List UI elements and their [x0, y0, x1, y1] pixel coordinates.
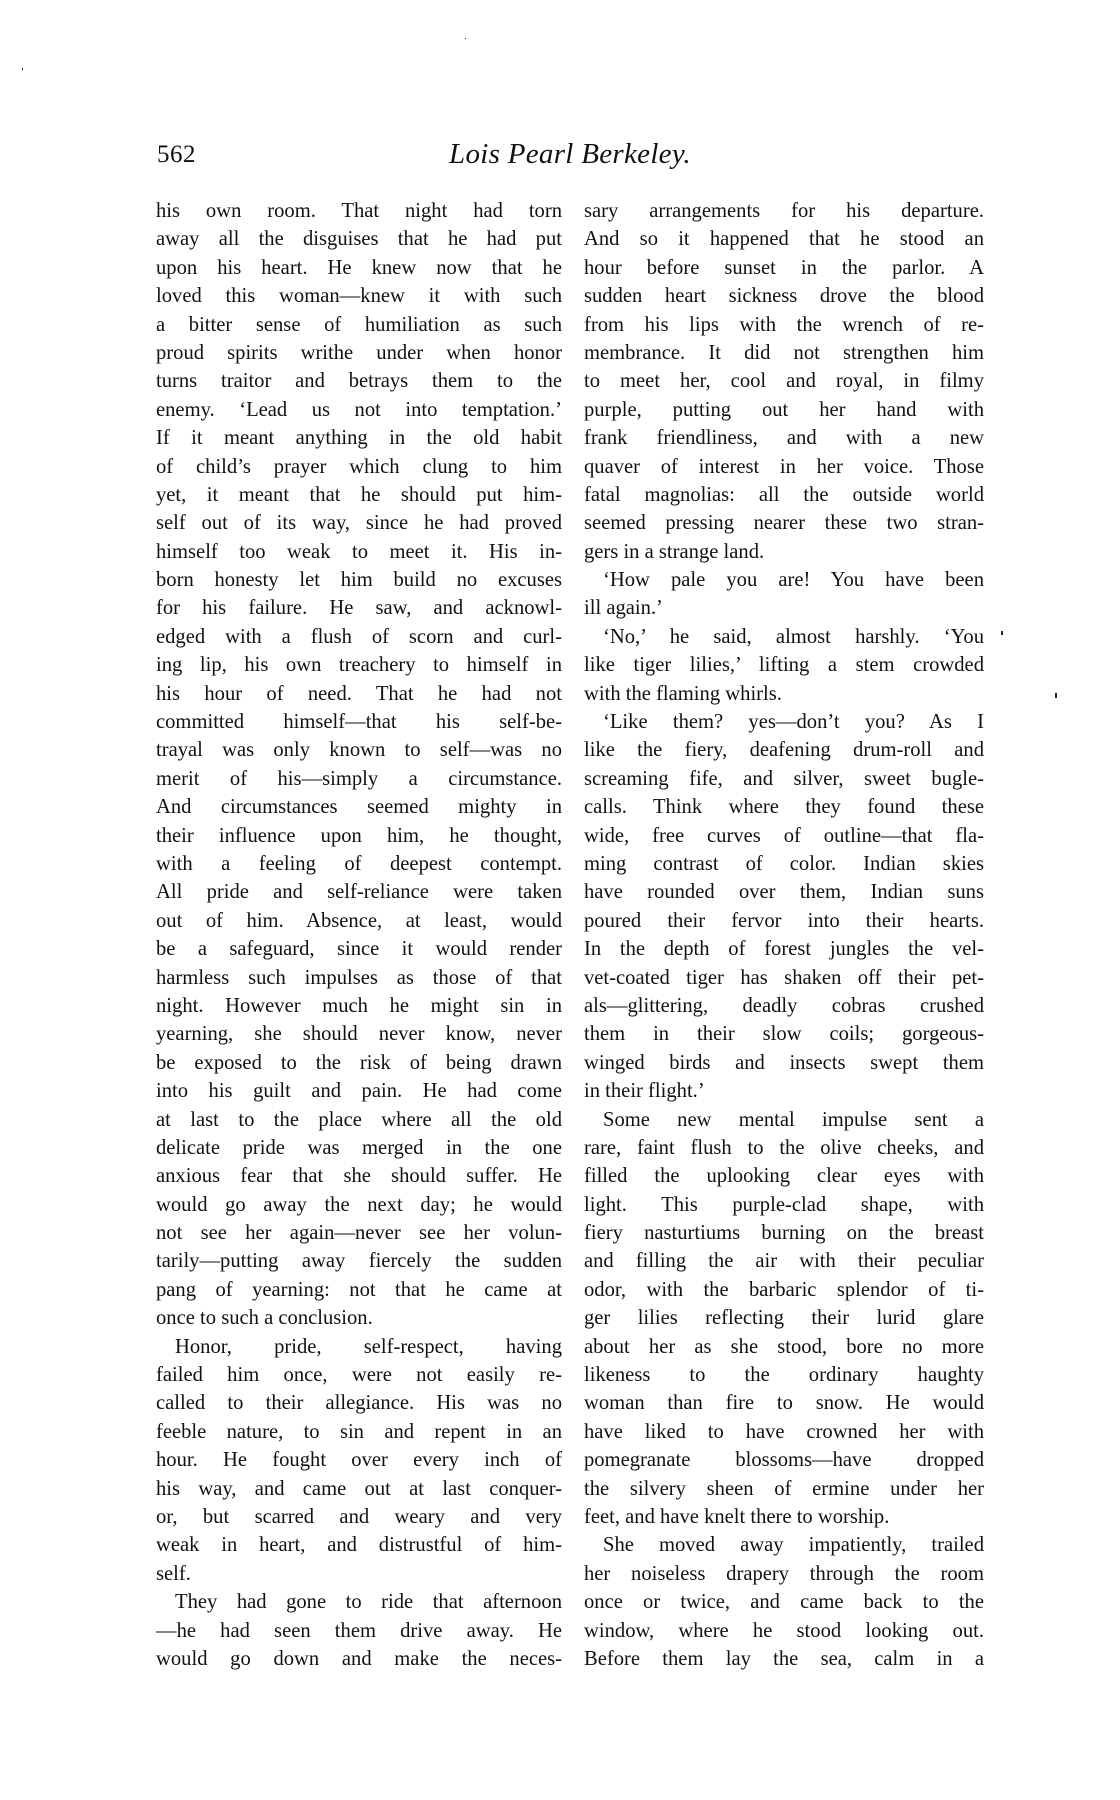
- text-line: have rounded over them, Indian suns: [584, 881, 984, 904]
- text-line: If it meant anything in the old habit: [156, 427, 562, 450]
- text-line: and filling the air with their peculiar: [584, 1250, 984, 1273]
- text-line: merit of his—simply a circumstance.: [156, 767, 562, 790]
- text-line: poured their fervor into their hearts.: [584, 909, 984, 932]
- text-line: frank friendliness, and with a new: [584, 427, 984, 450]
- text-line: called to their allegiance. His was no: [156, 1392, 562, 1415]
- text-line: be exposed to the risk of being drawn: [156, 1051, 562, 1074]
- text-line: the silvery sheen of ermine under her: [584, 1477, 984, 1500]
- text-line: anxious fear that she should suffer. He: [156, 1165, 562, 1188]
- text-line: trayal was only known to self—was no: [156, 739, 562, 762]
- scan-speck: [1001, 631, 1003, 635]
- text-line: ill again.’: [584, 597, 663, 620]
- text-line: filled the uplooking clear eyes with: [584, 1165, 984, 1188]
- text-line: likeness to the ordinary haughty: [584, 1364, 984, 1387]
- text-line: from his lips with the wrench of re-: [584, 313, 984, 336]
- text-line: would go down and make the neces-: [156, 1647, 562, 1670]
- text-line: calls. Think where they found these: [584, 796, 984, 819]
- text-line: have liked to have crowned her with: [584, 1420, 984, 1443]
- text-line: Before them lay the sea, calm in a: [584, 1647, 984, 1670]
- text-line: a bitter sense of humiliation as such: [156, 313, 562, 336]
- text-line: fiery nasturtiums burning on the breast: [584, 1222, 984, 1245]
- text-line: into his guilt and pain. He had come: [156, 1080, 562, 1103]
- text-line: sary arrangements for his departure.: [584, 200, 984, 222]
- text-line: hour before sunset in the parlor. A: [584, 256, 984, 279]
- text-line: out of him. Absence, at least, would: [156, 909, 562, 932]
- text-line: tarily—putting away fiercely the sudden: [156, 1250, 562, 1273]
- text-line: quaver of interest in her voice. Those: [584, 455, 984, 478]
- text-line: night. However much he might sin in: [156, 994, 562, 1017]
- text-line: fatal magnolias: all the outside world: [584, 483, 984, 506]
- text-line: her noiseless drapery through the room: [584, 1562, 984, 1585]
- text-line: feet, and have knelt there to worship.: [584, 1505, 890, 1528]
- text-line: committed himself—that his self-be-: [156, 711, 562, 734]
- text-line: yet, it meant that he should put him-: [156, 483, 562, 506]
- text-line: woman than fire to snow. He would: [584, 1392, 984, 1415]
- text-line: And circumstances seemed mighty in: [156, 796, 562, 819]
- text-line: loved this woman—knew it with such: [156, 285, 562, 308]
- running-title: Lois Pearl Berkeley.: [449, 138, 691, 170]
- text-line: She moved away impatiently, trailed: [603, 1534, 984, 1557]
- text-line: his hour of need. That he had not: [156, 682, 562, 705]
- text-line: himself too weak to meet it. His in-: [156, 540, 562, 563]
- text-line: And so it happened that he stood an: [584, 228, 984, 251]
- text-line: harmless such impulses as those of that: [156, 966, 562, 989]
- text-line: self out of its way, since he had proved: [156, 512, 562, 535]
- text-line: at last to the place where all the old: [156, 1108, 562, 1131]
- text-line: als—glittering, deadly cobras crushed: [584, 994, 984, 1017]
- text-line: gers in a strange land.: [584, 540, 765, 563]
- text-line: like tiger lilies,’ lifting a stem crowded: [584, 654, 984, 677]
- text-line: pomegranate blossoms—have dropped: [584, 1449, 984, 1472]
- text-line: membrance. It did not strengthen him: [584, 341, 984, 364]
- text-line: delicate pride was merged in the one: [156, 1136, 562, 1159]
- text-line: wide, free curves of outline—that fla-: [584, 824, 984, 847]
- text-line: sudden heart sickness drove the blood: [584, 285, 984, 308]
- text-line: with the flaming whirls.: [584, 682, 782, 705]
- text-line: ing lip, his own treachery to himself in: [156, 654, 562, 677]
- text-line: upon his heart. He knew now that he: [156, 256, 562, 279]
- text-line: All pride and self-reliance were taken: [156, 881, 562, 904]
- text-line: ‘How pale you are! You have been: [603, 569, 984, 592]
- text-column-right: [584, 197, 984, 1673]
- text-line: them in their slow coils; gorgeous-: [584, 1023, 984, 1046]
- text-line: his way, and came out at last conquer-: [156, 1477, 562, 1500]
- text-line: failed him once, were not easily re-: [156, 1364, 562, 1387]
- text-line: seemed pressing nearer these two stran-: [584, 512, 984, 535]
- text-line: to meet her, cool and royal, in filmy: [584, 370, 984, 393]
- text-line: with a feeling of deepest contempt.: [156, 852, 562, 875]
- text-line: Some new mental impulse sent a: [603, 1108, 984, 1131]
- text-line: once or twice, and came back to the: [584, 1591, 984, 1614]
- text-line: self.: [156, 1562, 191, 1585]
- scan-speck: [1055, 693, 1057, 698]
- text-line: screaming fife, and silver, sweet bugle-: [584, 767, 984, 790]
- text-line: odor, with the barbaric splendor of ti-: [584, 1278, 984, 1301]
- text-line: weak in heart, and distrustful of him-: [156, 1534, 562, 1557]
- text-line: turns traitor and betrays them to the: [156, 370, 562, 393]
- text-line: ‘No,’ he said, almost harshly. ‘You: [603, 625, 984, 648]
- page-number: 562: [157, 141, 196, 168]
- text-line: winged birds and insects swept them: [584, 1051, 984, 1074]
- text-line: proud spirits writhe under when honor: [156, 341, 562, 364]
- text-line: would go away the next day; he would: [156, 1193, 562, 1216]
- text-line: In the depth of forest jungles the vel-: [584, 938, 984, 961]
- text-line: yearning, she should never know, never: [156, 1023, 562, 1046]
- scan-speck: [465, 38, 466, 39]
- text-line: or, but scarred and weary and very: [156, 1505, 562, 1528]
- text-line: about her as she stood, bore no more: [584, 1335, 984, 1358]
- text-line: their influence upon him, he thought,: [156, 824, 562, 847]
- text-line: Honor, pride, self-respect, having: [175, 1335, 562, 1358]
- text-line: like the fiery, deafening drum-roll and: [584, 739, 984, 762]
- text-line: They had gone to ride that afternoon: [175, 1591, 562, 1614]
- text-line: not see her again—never see her volun-: [156, 1222, 562, 1245]
- text-line: ‘Like them? yes—don’t you? As I: [603, 711, 984, 734]
- text-line: pang of yearning: not that he came at: [156, 1278, 562, 1301]
- text-line: vet-coated tiger has shaken off their pet-: [584, 966, 984, 989]
- text-line: hour. He fought over every inch of: [156, 1449, 562, 1472]
- text-column-left: [156, 197, 562, 1673]
- text-line: ger lilies reflecting their lurid glare: [584, 1307, 984, 1330]
- text-line: feeble nature, to sin and repent in an: [156, 1420, 562, 1443]
- text-line: enemy. ‘Lead us not into temptation.’: [156, 398, 562, 421]
- text-line: his own room. That night had torn: [156, 200, 562, 222]
- text-line: of child’s prayer which clung to him: [156, 455, 562, 478]
- text-line: window, where he stood looking out.: [584, 1619, 984, 1642]
- text-line: light. This purple-clad shape, with: [584, 1193, 984, 1216]
- text-line: born honesty let him build no excuses: [156, 569, 562, 592]
- text-line: in their flight.’: [584, 1080, 705, 1103]
- text-line: —he had seen them drive away. He: [156, 1619, 562, 1642]
- scan-speck: [22, 68, 23, 70]
- text-line: edged with a flush of scorn and curl-: [156, 625, 562, 648]
- text-line: for his failure. He saw, and acknowl-: [156, 597, 562, 620]
- text-line: purple, putting out her hand with: [584, 398, 984, 421]
- text-line: be a safeguard, since it would render: [156, 938, 562, 961]
- text-line: away all the disguises that he had put: [156, 228, 562, 251]
- text-line: rare, faint flush to the olive cheeks, and: [584, 1136, 984, 1159]
- text-line: ming contrast of color. Indian skies: [584, 852, 984, 875]
- text-line: once to such a conclusion.: [156, 1307, 373, 1330]
